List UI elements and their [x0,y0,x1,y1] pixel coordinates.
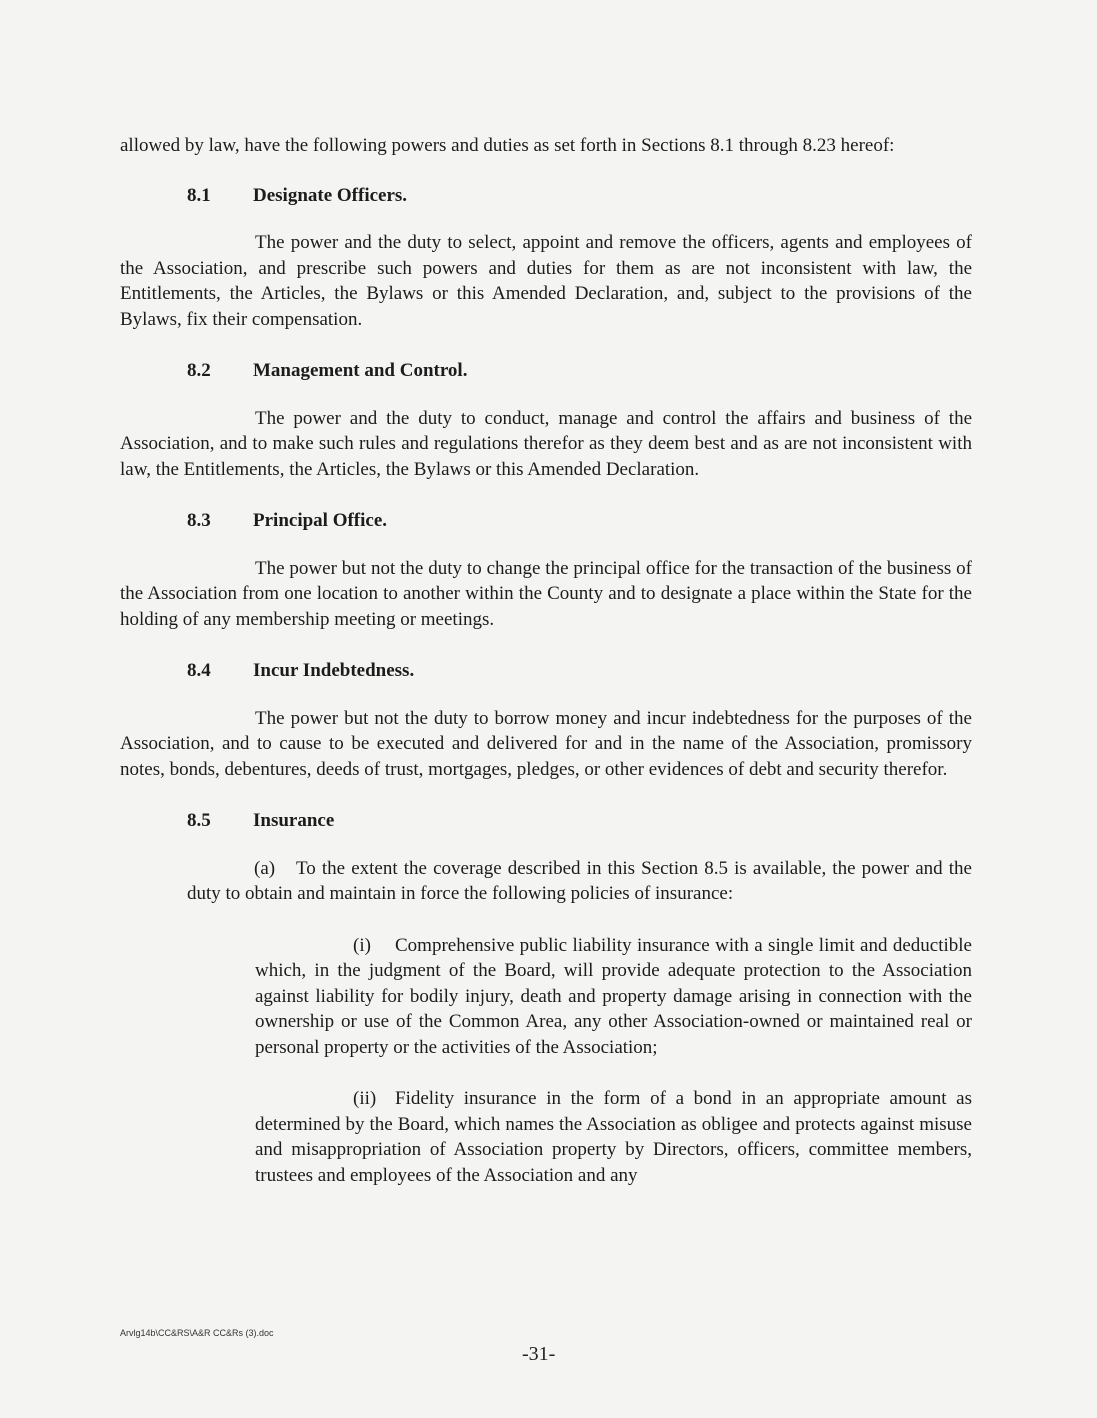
subsection-label: (a) [254,857,276,879]
section-number: 8.5 [187,810,211,831]
section-body-8-1: The power and the duty to select, appoint and remove the officers, agents and employees of the Association, and prescribe such powers and duties for them as are not inconsistent with law, the Entitlements, the Articles, the Bylaws or this Amended Declaration, and, subject to the provisions of the Bylaws, fix their compensation. [120,232,972,330]
section-body-8-2: The power and the duty to conduct, manage and control the affairs and business of the Association, and to make such rules and regulations therefor as they deem best and as are not inconsistent with law, the Entitlements, the Articles, the Bylaws or this Amended Declaration. [120,407,972,480]
subsection-text: Fidelity insurance in the form of a bond in an appropriate amount as determined by the Board, which names the Association as obligee and protects against misuse and misappropriation of Association property by Directors, officers, committee members, trustees and employees of the Association and any [255,1088,972,1186]
section-number: 8.3 [187,510,211,531]
subsection-i [255,933,972,1061]
subsection-label: (ii) [353,1088,377,1109]
section-heading-8-2 [187,358,972,384]
section-heading-8-3 [187,508,972,534]
section-title: Incur Indebtedness. [253,660,415,681]
section-title: Management and Control. [253,360,468,381]
subsection-ii [255,1086,972,1188]
section-title: Insurance [253,810,335,831]
section-title: Designate Officers. [253,184,408,206]
section-number: 8.4 [187,660,211,681]
section-heading-8-1 [187,183,972,209]
page-number: -31- [522,1343,556,1365]
section-heading-8-5 [187,808,972,834]
footer-file-path: Arvlg14b\CC&RS\A&R CC&Rs (3).doc [120,1328,274,1338]
subsection-label: (i) [353,934,371,956]
section-title: Principal Office. [253,510,388,531]
subsection-a [187,856,972,907]
subsection-text: Comprehensive public liability insurance with a single limit and deductible which, in the judgment of the Board, will provide adequate protection to the Association against liability for bodily injury, death and property damage arising in connection with the ownership or use of the Common Area, any other Association-owned or maintained real or personal property or the activities of the Association; [255,934,972,1058]
section-number: 8.1 [187,184,211,206]
document-body [120,133,972,1214]
section-number: 8.2 [187,360,211,381]
intro-paragraph: allowed by law, have the following powers and duties as set forth in Sections 8.1 through 8.23 hereof: [120,135,895,156]
section-heading-8-4 [187,658,972,684]
section-body-8-3: The power but not the duty to change the principal office for the transaction of the business of the Association from one location to another within the County and to designate a place within the State for the holding of any membership meeting or meetings. [120,557,972,630]
subsection-text: To the extent the coverage described in this Section 8.5 is available, the power and the duty to obtain and maintain in force the following policies of insurance: [187,857,972,904]
section-body-8-4: The power but not the duty to borrow money and incur indebtedness for the purposes of the Association, and to cause to be executed and delivered for and in the name of the Association, promissory notes, bonds, debentures, deeds of trust, mortgages, pledges, or other evidences of debt and security therefor. [120,707,972,780]
